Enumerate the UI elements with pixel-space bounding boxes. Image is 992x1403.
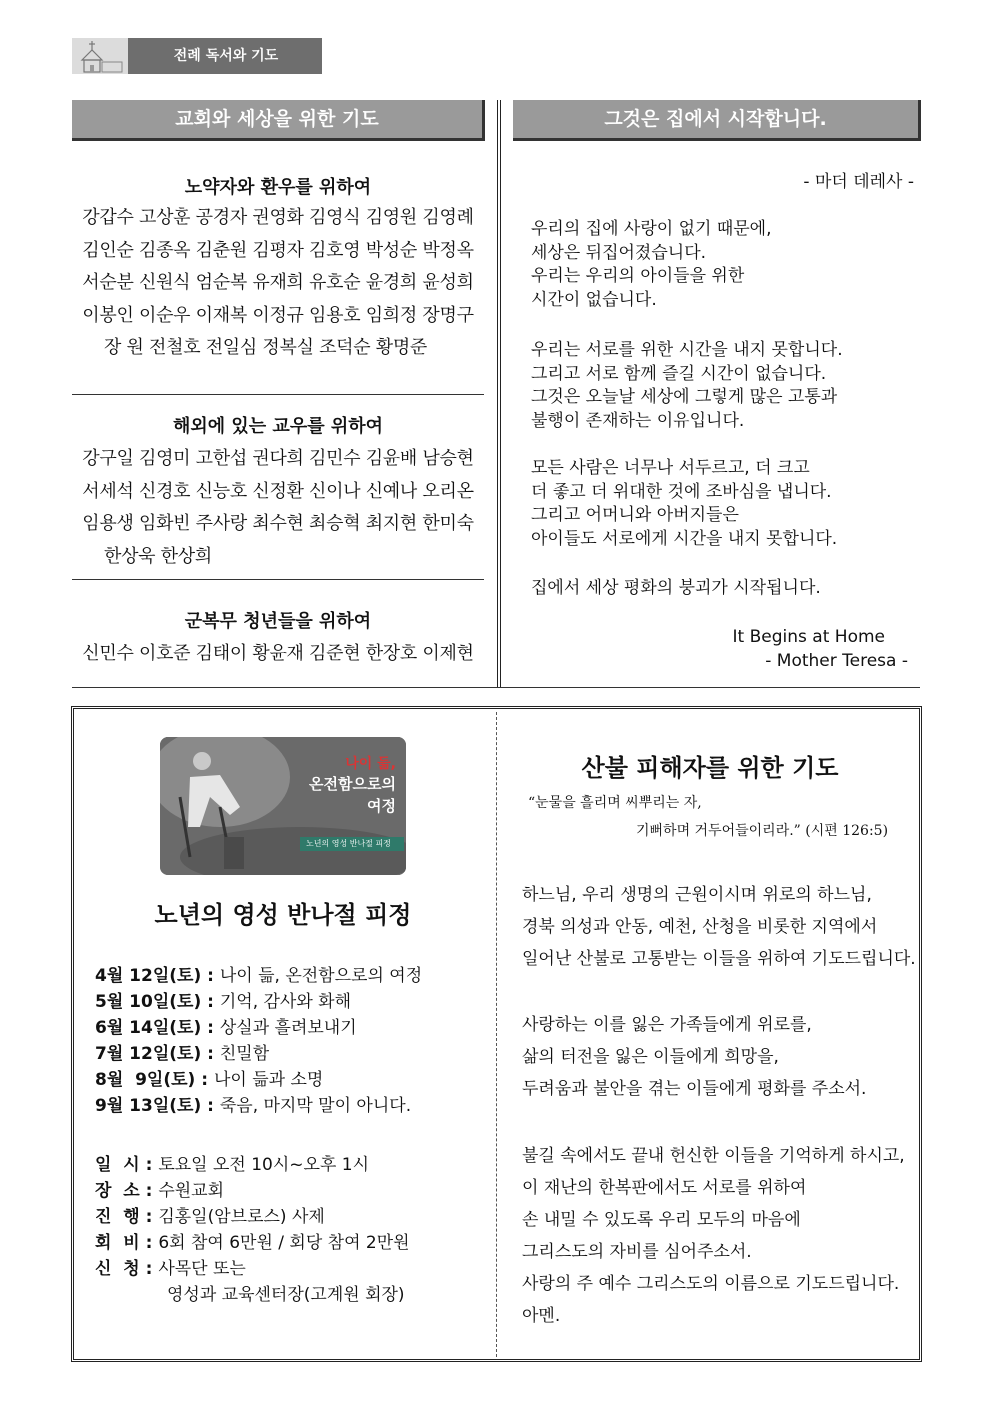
schedule-row: 9월 13일(토) : 죽음, 마지막 말이 아니다.: [95, 1096, 412, 1116]
poem-line: 그리고 어머니와 아버지들은: [531, 505, 739, 525]
name-line: 강갑수 고상훈 공경자 권영화 김영식 김영원 김영례: [82, 207, 474, 228]
info-value: 6회 참여 6만원 / 회당 참여 2만원: [158, 1233, 410, 1253]
divider: [72, 579, 484, 580]
schedule-date: 8월 9일(토): [95, 1070, 196, 1090]
schedule-row: 7월 12일(토) : 친밀함: [95, 1044, 270, 1064]
poem-line: 시간이 없습니다.: [531, 289, 657, 310]
info-row: 장 소 : 수원교회: [95, 1181, 225, 1201]
name-line: 김인순 김종옥 김춘원 김평자 김호영 박성순 박정옥: [82, 239, 474, 261]
name-line: 신민수 이호준 김태이 황윤재 김준현 한장호 이제현: [82, 643, 474, 664]
poem-line: 더 좋고 더 위대한 것에 조바심을 냅니다.: [531, 481, 832, 502]
name-line: 이봉인 이순우 이재복 이정규 임용호 임희정 장명구: [82, 304, 474, 326]
info-value: 수원교회: [158, 1181, 225, 1201]
poem-stanza-2: [531, 339, 843, 433]
church-icon: [72, 38, 128, 74]
english-author: - Mother Teresa -: [765, 651, 908, 671]
poem-stanza-1: [531, 218, 772, 312]
poem-line: 우리는 우리의 아이들을 위한: [531, 266, 745, 286]
retreat-photo: [160, 737, 406, 875]
prayer-line: 삶의 터전을 잃은 이들에게 희망을,: [522, 1047, 779, 1067]
name-line: 한상욱 한상희: [104, 545, 212, 567]
poem-line: 아이들도 서로에게 시간을 내지 못합니다.: [531, 528, 838, 549]
photo-title-line-1: 나이 듦,: [345, 756, 396, 772]
section-title-military: 군복무 청년들을 위하여: [184, 611, 372, 632]
poem-line: 집에서 세상 평화의 붕괴가 시작됩니다.: [531, 578, 821, 598]
info-row: 영성과 교육센터장(고계원 회장): [167, 1285, 405, 1305]
fire-prayer-title: 산불 피해자를 위한 기도: [581, 754, 839, 782]
poem-line: 그것은 오늘날 세상에 그렇게 많은 고통과: [531, 387, 838, 407]
prayer-line: 불길 속에서도 끝내 헌신한 이들을 기억하게 하시고,: [522, 1146, 905, 1166]
info-label: 회 비: [95, 1233, 140, 1253]
divider: [72, 394, 484, 395]
photo-title-line-3: 여정: [367, 797, 396, 815]
box-divider: [496, 712, 497, 1357]
info-value: 사목단 또는: [158, 1259, 246, 1279]
poem-banner: 그것은 집에서 시작합니다.: [513, 100, 921, 141]
prayer-line: 경북 의성과 안동, 예천, 산청을 비롯한 지역에서: [522, 917, 878, 937]
schedule-topic: 나이 듦과 소명: [213, 1070, 324, 1090]
prayer-line: 사랑의 주 예수 그리스도의 이름으로 기도드립니다.: [522, 1274, 900, 1294]
retreat-schedule: [95, 963, 422, 1119]
poem-author: - 마더 데레사 -: [803, 172, 914, 192]
retreat-title: 노년의 영성 반나절 피정: [154, 901, 412, 929]
names-overseas: [72, 443, 484, 573]
divider: [72, 687, 920, 688]
photo-title-line-2: 온전함으로의: [309, 775, 396, 793]
prayer-para-1: [522, 879, 916, 975]
schedule-topic: 친밀함: [219, 1044, 270, 1064]
prayer-line: 하느님, 우리 생명의 근원이시며 위로의 하느님,: [522, 885, 872, 905]
name-line: 서순분 신원식 엄순복 유재희 유호순 윤경희 윤성희: [82, 272, 474, 293]
schedule-date: 7월 12일(토): [95, 1044, 202, 1064]
poem-line: 모든 사람은 너무나 서두르고, 더 크고: [531, 458, 810, 478]
poem-line: 그리고 서로 함께 즐길 시간이 없습니다.: [531, 363, 827, 384]
info-value: 토요일 오전 10시~오후 1시: [158, 1155, 370, 1175]
prayer-line: 손 내밀 수 있도록 우리 모두의 마음에: [522, 1210, 801, 1230]
poem-stanza-4: [531, 577, 821, 601]
info-row: 진 행 : 김홍일(암브로스) 사제: [95, 1207, 325, 1227]
prayer-banner: 교회와 세상을 위한 기도: [72, 100, 485, 141]
schedule-date: 4월 12일(토): [95, 966, 202, 986]
photo-caption: 노년의 영성 반나절 피정: [306, 839, 391, 848]
poem-line: 세상은 뒤집어졌습니다.: [531, 242, 707, 263]
prayer-line: 그리스도의 자비를 심어주소서.: [522, 1242, 752, 1262]
schedule-topic: 기억, 감사와 화해: [219, 992, 352, 1012]
name-line: 서세석 신경호 신능호 신정환 신이나 신예나 오리온: [82, 480, 474, 502]
column-divider: [497, 100, 501, 687]
schedule-date: 6월 14일(토): [95, 1018, 202, 1038]
prayer-para-2: [522, 1009, 866, 1105]
schedule-row: 6월 14일(토) : 상실과 흘려보내기: [95, 1018, 357, 1038]
section-title-overseas: 해외에 있는 교우를 위하여: [172, 416, 384, 437]
poem-stanza-3: [531, 457, 837, 551]
names-military: [72, 638, 484, 671]
info-value: 김홍일(암브로스) 사제: [158, 1207, 325, 1227]
section-header-label: 전례 독서와 기도: [173, 48, 279, 64]
schedule-row: 8월 9일(토) : 나이 듦과 소명: [95, 1070, 324, 1090]
info-row: 신 청 : 사목단 또는: [95, 1259, 246, 1279]
name-line: 강구일 김영미 고한섭 권다희 김민수 김윤배 남승현: [82, 448, 474, 469]
schedule-topic: 상실과 흘려보내기: [219, 1018, 357, 1038]
info-label: 진 행: [95, 1207, 140, 1227]
schedule-topic: 죽음, 마지막 말이 아니다.: [219, 1096, 412, 1116]
names-elderly: [72, 202, 484, 365]
prayer-line: 이 재난의 한복판에서도 서로를 위하여: [522, 1178, 807, 1198]
schedule-date: 9월 13일(토): [95, 1096, 202, 1116]
prayer-para-3: [522, 1140, 905, 1332]
name-line: 임용생 임화빈 주사랑 최수현 최승혁 최지현 한미숙: [82, 513, 474, 534]
prayer-line: 일어난 산불로 고통받는 이들을 위하여 기도드립니다.: [522, 949, 916, 969]
schedule-row: 5월 10일(토) : 기억, 감사와 화해: [95, 992, 352, 1012]
info-row: 일 시 : 토요일 오전 10시~오후 1시: [95, 1155, 370, 1175]
info-label: 장 소: [95, 1181, 140, 1201]
retreat-info: [95, 1152, 410, 1308]
schedule-date: 5월 10일(토): [95, 992, 202, 1012]
prayer-line: 사랑하는 이를 잃은 가족들에게 위로를,: [522, 1015, 812, 1035]
info-row: 회 비 : 6회 참여 6만원 / 회당 참여 2만원: [95, 1233, 410, 1253]
poem-line: 우리는 서로를 위한 시간을 내지 못합니다.: [531, 340, 843, 360]
poem-line: 우리의 집에 사랑이 없기 때문에,: [531, 219, 772, 239]
info-label: 신 청: [95, 1259, 140, 1279]
schedule-topic: 나이 듦, 온전함으로의 여정: [219, 966, 423, 986]
prayer-line: 아멘.: [522, 1306, 561, 1326]
info-label: 일 시: [95, 1155, 140, 1175]
scripture-quote-line-1: “눈물을 흘리며 씨뿌리는 자,: [528, 795, 702, 811]
prayer-line: 두려움과 불안을 겪는 이들에게 평화를 주소서.: [522, 1079, 867, 1099]
scripture-quote-line-2: 기뻐하며 거두어들이리라.” (시편 126:5): [636, 823, 889, 839]
english-title: It Begins at Home: [732, 627, 885, 647]
section-title-elderly: 노약자와 환우를 위하여: [184, 177, 372, 198]
poem-line: 불행이 존재하는 이유입니다.: [531, 410, 745, 431]
name-line: 장 원 전철호 전일심 정복실 조덕순 황명준: [104, 337, 428, 358]
schedule-row: 4월 12일(토) : 나이 듦, 온전함으로의 여정: [95, 966, 423, 986]
